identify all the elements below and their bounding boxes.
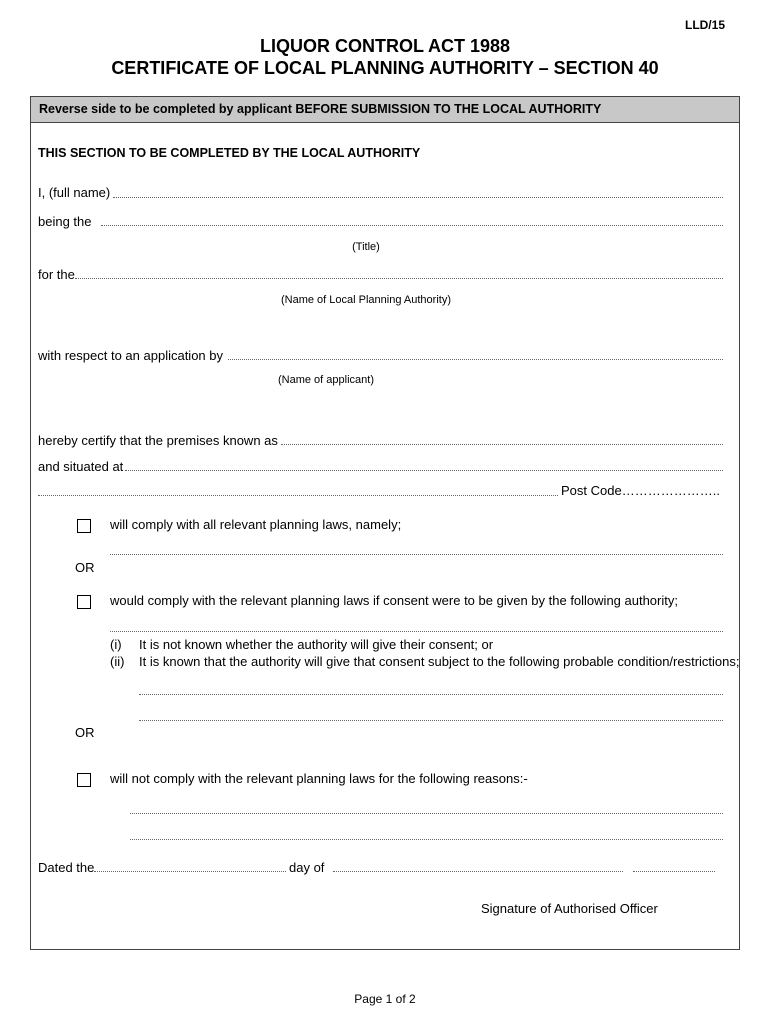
or-label-1: OR	[75, 560, 95, 575]
conditions-field-2[interactable]	[139, 720, 723, 721]
application-label: with respect to an application by	[38, 348, 223, 363]
title-caption: (Title)	[352, 241, 380, 253]
sub-ii-number: (ii)	[110, 654, 125, 669]
sub-i-text: It is not known whether the authority will give their consent; or	[139, 637, 494, 652]
planning-authority-caption: (Name of Local Planning Authority)	[281, 294, 451, 306]
dated-label: Dated the	[38, 860, 95, 875]
full-name-field[interactable]	[113, 197, 723, 198]
full-name-label: I, (full name)	[38, 185, 111, 200]
document-title: LIQUOR CONTROL ACT 1988	[259, 36, 511, 56]
planning-laws-field[interactable]	[110, 554, 723, 555]
reasons-field-1[interactable]	[130, 813, 723, 814]
for-label: for the	[38, 267, 75, 282]
planning-authority-field[interactable]	[75, 278, 723, 279]
option-comply-label: will comply with all relevant planning laws, namely;	[110, 517, 402, 532]
conditions-field-1[interactable]	[139, 694, 723, 695]
form-box	[30, 96, 740, 950]
day-of-label: day of	[289, 860, 325, 875]
would-comply-checkbox[interactable]	[77, 595, 91, 609]
document-subtitle: CERTIFICATE OF LOCAL PLANNING AUTHORITY – SECTION 40	[111, 58, 659, 78]
or-label-2: OR	[75, 725, 95, 740]
premises-field[interactable]	[281, 444, 723, 445]
reasons-field-2[interactable]	[130, 839, 723, 840]
being-label: being the	[38, 214, 92, 229]
not-comply-checkbox[interactable]	[77, 773, 91, 787]
applicant-field[interactable]	[228, 359, 723, 360]
date-month-field[interactable]	[333, 871, 623, 872]
signature-label: Signature of Authorised Officer	[481, 901, 658, 916]
sub-i-number: (i)	[110, 637, 122, 652]
applicant-caption: (Name of applicant)	[278, 374, 374, 386]
date-day-field[interactable]	[94, 871, 286, 872]
option-not-comply-label: will not comply with the relevant planning laws for the following reasons:-	[110, 771, 528, 786]
postcode-label: Post Code…………………..	[561, 483, 720, 498]
sub-ii-text: It is known that the authority will give that consent subject to the following probable condition/restrictions;	[139, 654, 740, 669]
form-code: LLD/15	[684, 18, 725, 32]
title-field[interactable]	[101, 225, 723, 226]
comply-checkbox[interactable]	[77, 519, 91, 533]
section-heading: THIS SECTION TO BE COMPLETED BY THE LOCAL AUTHORITY	[38, 146, 421, 160]
instruction-banner: Reverse side to be completed by applicant BEFORE SUBMISSION TO THE LOCAL AUTHORITY	[31, 97, 739, 123]
situated-label: and situated at	[38, 459, 124, 474]
option-would-comply-label: would comply with the relevant planning laws if consent were to be given by the following authority;	[110, 593, 678, 608]
premises-label: hereby certify that the premises known as	[38, 433, 278, 448]
date-year-field[interactable]	[633, 871, 715, 872]
authority-field[interactable]	[110, 631, 723, 632]
page-number: Page 1 of 2	[354, 992, 416, 1006]
address-field-line2[interactable]	[38, 495, 558, 496]
address-field[interactable]	[125, 470, 723, 471]
